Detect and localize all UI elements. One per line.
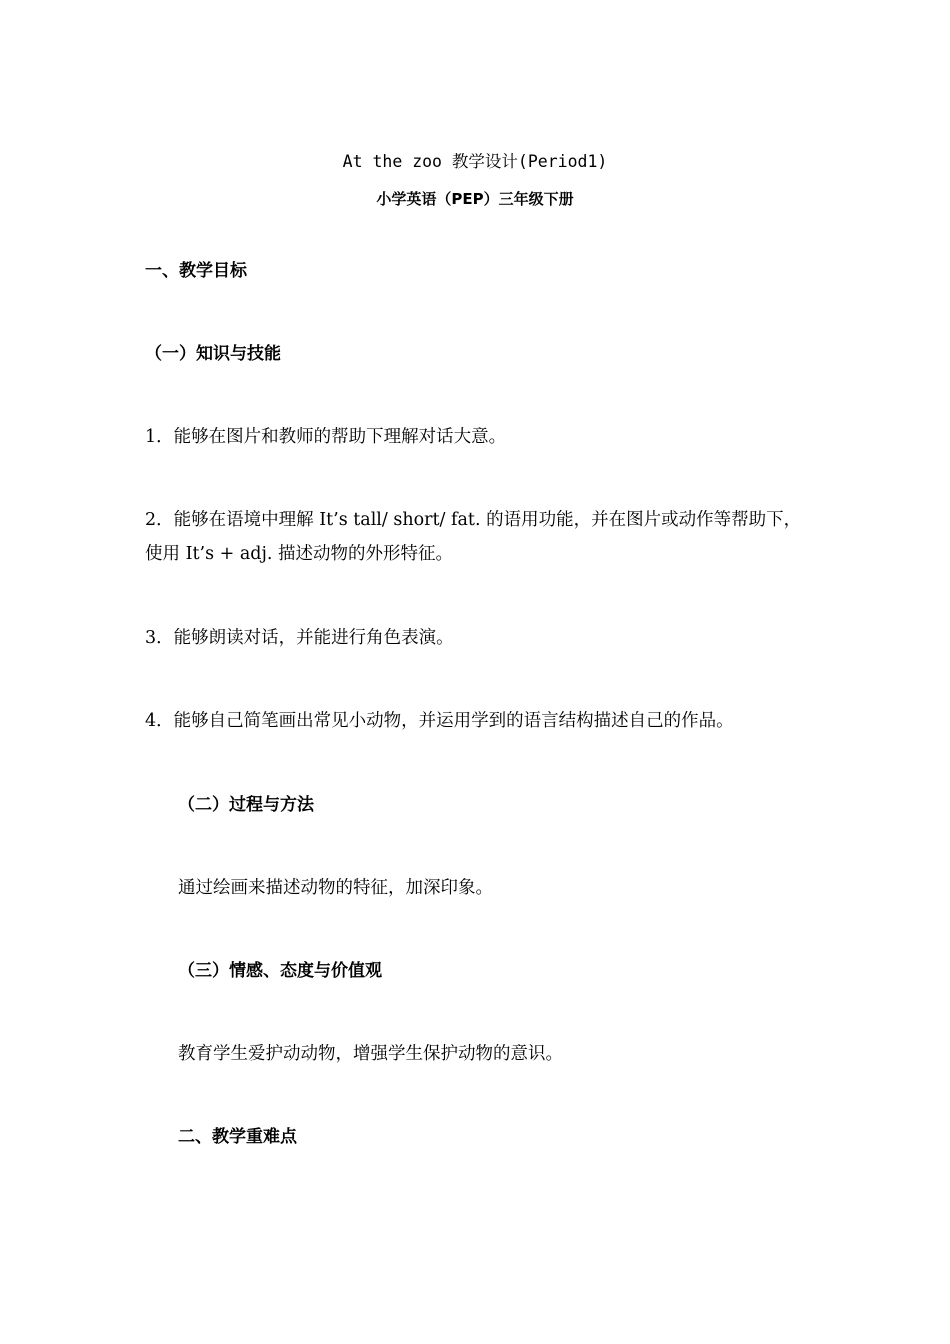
emotion-values-text: 教育学生爱护动动物，增强学生保护动物的意识。	[178, 1044, 563, 1064]
goal-item-2-line-1: 2．能够在语境中理解 It’s tall/ short/ fat. 的语用功能，并在图片或动作等帮助下，	[145, 510, 802, 530]
process-methods-text: 通过绘画来描述动物的特征，加深印象。	[178, 878, 493, 898]
goal-item-4: 4．能够自己简笔画出常见小动物，并运用学到的语言结构描述自己的作品。	[145, 711, 734, 731]
section-heading-key-difficulties: 二、教学重难点	[178, 1127, 297, 1147]
subsection-heading-emotion-values: （三）情感、态度与价值观	[178, 961, 382, 981]
goal-item-2-line-2: 使用 It’s + adj. 描述动物的外形特征。	[145, 544, 454, 564]
document-subtitle: 小学英语（PEP）三年级下册	[376, 190, 574, 208]
goal-item-1: 1．能够在图片和教师的帮助下理解对话大意。	[145, 427, 507, 447]
document-title: At the zoo 教学设计(Period1)	[342, 152, 608, 171]
subsection-heading-process-methods: （二）过程与方法	[178, 795, 314, 815]
section-heading-teaching-goals: 一、教学目标	[145, 261, 247, 281]
subsection-heading-knowledge-skills: （一）知识与技能	[145, 344, 281, 364]
goal-item-3: 3．能够朗读对话，并能进行角色表演。	[145, 628, 454, 648]
